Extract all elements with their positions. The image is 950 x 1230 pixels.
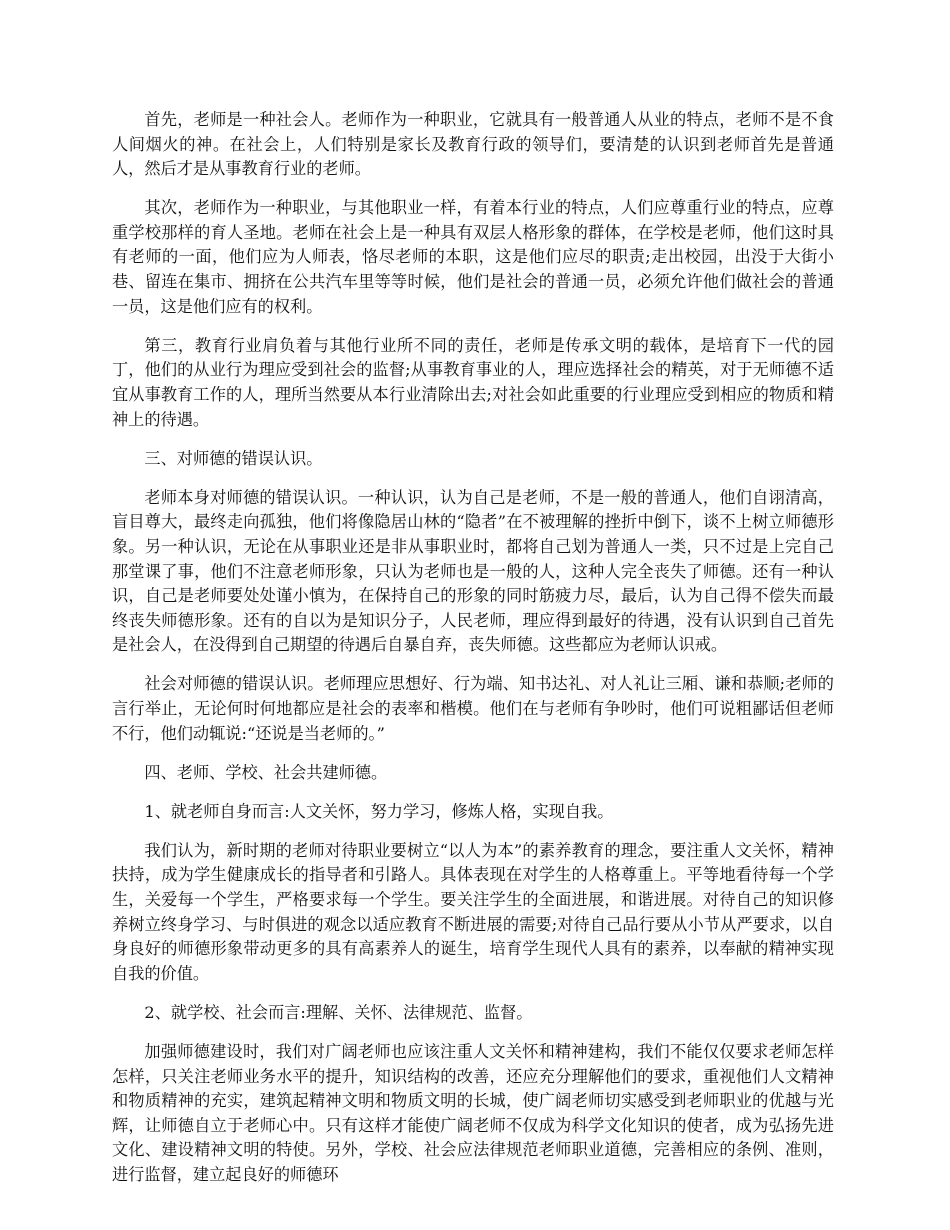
paragraph-teacher-misconceptions: 老师本身对师德的错误认识。一种认识，认为自己是老师，不是一般的普通人，他们自诩清高，盲目尊大，最终走向孤独，他们将像隐居山林的“隐者”在不被理解的挫折中倒下，谈不上树立师德形象。另一种认识，无论在从事职业还是非从事职业时，都将自己划为普通人一类，只不过是上完自己那堂课了事，他们不注意老师形象，只认为老师也是一般的人，这种人完全丧失了师德。还有一种认识，自己是老师要处处谨小慎为，在保持自己的形象的同时筋疲力尽，最后，认为自己得不偿失而最终丧失师德形象。还有的自以为是知识分子，人民老师，理应得到最好的待遇，没有认识到自己首先是社会人，在没得到自己期望的待遇后自暴自弃，丧失师德。这些都应为老师认识戒。 — [112, 487, 834, 655]
subheading-school-society: 2、就学校、社会而言:理解、关怀、法律规范、监督。 — [144, 1002, 533, 1022]
paragraph-teacher-as-social-person: 首先，老师是一种社会人。老师作为一种职业，它就具有一般普通人从业的特点，老师不是不食人间烟火的神。在社会上，人们特别是家长及教育行政的领导们，要清楚的认识到老师首先是普通人，然后才是从事教育行业的老师。 — [112, 110, 834, 179]
paragraph-education-responsibility: 第三，教育行业肩负着与其他行业所不同的责任，老师是传承文明的载体，是培育下一代的园丁，他们的从业行为理应受到社会的监督;从事教育事业的人，理应选择社会的精英，对于无师德不适宜从事教育工作的人，理所当然要从本行业清除出去;对社会如此重要的行业理应受到相应的物质和精神上的待遇。 — [112, 335, 834, 429]
section-heading-misconceptions: 三、对师德的错误认识。 — [144, 448, 323, 468]
section-heading-joint-building: 四、老师、学校、社会共建师德。 — [144, 762, 388, 782]
document-body — [112, 108, 834, 1202]
paragraph-teaching-as-profession: 其次，老师作为一种职业，与其他职业一样，有着本行业的特点，人们应尊重行业的特点，应尊重学校那样的育人圣地。老师在社会上是一种具有双层人格形象的群体，在学校是老师，他们这时具有老师的一面，他们应为人师表，恪尽老师的本职，这是他们应尽的职责;走出校园，出没于大街小巷、留连在集市、拥挤在公共汽车里等等时候，他们是社会的普通一员，必须允许他们做社会的普通一员，这是他们应有的权利。 — [112, 198, 834, 316]
paragraph-teacher-self: 我们认为，新时期的老师对待职业要树立“以人为本”的素养教育的理念，要注重人文关怀，精神扶持，成为学生健康成长的指导者和引路人。具体表现在对学生的人格尊重上。平等地看待每一个学生，关爱每一个学生，严格要求每一个学生。要关注学生的全面进展，和谐进展。对待自己的知识修养树立终身学习、与时俱进的观念以适应教育不断进展的需要;对待自己品行要从小节从严要求，以自身良好的师德形象带动更多的具有高素养人的诞生，培育学生现代人具有的素养，以奉献的精神实现自我的价值。 — [112, 840, 834, 983]
subheading-teacher-self: 1、就老师自身而言:人文关怀，努力学习，修炼人格，实现自我。 — [144, 801, 614, 821]
paragraph-society-misconceptions: 社会对师德的错误认识。老师理应思想好、行为端、知书达礼、对人礼让三厢、谦和恭顺;老师的言行举止，无论何时何地都应是社会的表率和楷模。他们在与老师有争吵时，他们可说粗鄙话但老师不行，他们动辄说:“还说是当老师的。” — [112, 674, 834, 743]
paragraph-school-society: 加强师德建设时，我们对广阔老师也应该注重人文关怀和精神建构，我们不能仅仅要求老师怎样怎样，只关注老师业务水平的提升，知识结构的改善，还应充分理解他们的要求，重视他们人文精神和物质精神的充实，建筑起精神文明和物质文明的长城，使广阔老师切实感受到老师职业的优越与光辉，让师德自立于老师心中。只有这样才能使广阔老师不仅成为科学文化知识的使者，成为弘扬先进文化、建设精神文明的特使。另外，学校、社会应法律规范老师职业道德，完善相应的条例、准则，进行监督，建立起良好的师德环 — [112, 1042, 834, 1184]
